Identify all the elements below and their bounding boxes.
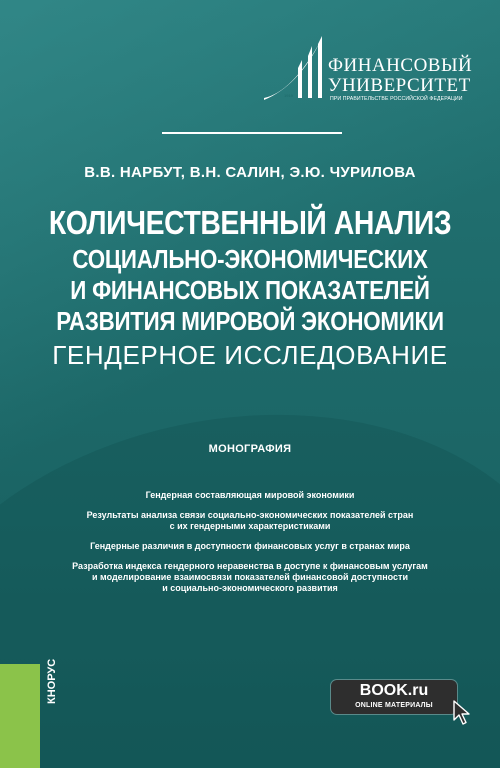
- topic-line: Гендерные различия в доступности финансовых услуг в странах мира: [90, 541, 410, 551]
- university-logo: [262, 34, 482, 104]
- title-line-4: РАЗВИТИЯ МИРОВОЙ ЭКОНОМИКИ: [56, 306, 444, 336]
- topic-line: Результаты анализа связи социально-экономических показателей стран: [86, 510, 414, 520]
- topic-item: [0, 510, 500, 532]
- title-line-2: СОЦИАЛЬНО-ЭКОНОМИЧЕСКИХ: [72, 244, 428, 274]
- topic-line: с их гендерными характеристиками: [169, 521, 331, 531]
- topic-line: Гендерная составляющая мировой экономики: [145, 490, 355, 500]
- topic-line: и моделирование взаимосвязи показателей финансовой доступности: [92, 572, 408, 582]
- publisher-name: КНОРУС: [46, 658, 58, 704]
- topics-list: [0, 490, 500, 603]
- topic-line: и социально-экономического развития: [162, 583, 338, 593]
- title-subtitle: ГЕНДЕРНОЕ ИССЛЕДОВАНИЕ: [52, 340, 448, 370]
- university-emblem-icon: [262, 34, 328, 100]
- logo-line-1: ФИНАНСОВЫЙ: [328, 55, 473, 76]
- logo-subtitle: ПРИ ПРАВИТЕЛЬСТВЕ РОССИЙСКОЙ ФЕДЕРАЦИИ: [330, 96, 463, 102]
- book-ru-badge[interactable]: [331, 680, 457, 714]
- topic-item: [0, 541, 500, 552]
- divider-line: [162, 132, 342, 134]
- topic-line: Разработка индекса гендерного неравенства в доступе к финансовым услугам: [72, 561, 428, 571]
- mouse-pointer-icon: [452, 700, 472, 726]
- title-line-1: КОЛИЧЕСТВЕННЫЙ АНАЛИЗ: [48, 204, 452, 241]
- book-ru-name: BOOK.ru: [359, 682, 429, 699]
- publisher-bar: [0, 664, 40, 768]
- topic-item: [0, 561, 500, 594]
- logo-line-2: УНИВЕРСИТЕТ: [328, 75, 471, 96]
- book-ru-subtitle: ONLINE МАТЕРИАЛЫ: [355, 702, 433, 709]
- book-title: [0, 206, 500, 368]
- topic-item: [0, 490, 500, 501]
- title-line-group: [35, 246, 465, 334]
- authors: В.В. НАРБУТ, В.Н. САЛИН, Э.Ю. ЧУРИЛОВА: [84, 164, 416, 181]
- logo-year: 1919: [284, 93, 293, 98]
- genre-label: МОНОГРАФИЯ: [208, 443, 292, 455]
- title-line-3: И ФИНАНСОВЫХ ПОКАЗАТЕЛЕЙ: [70, 275, 430, 305]
